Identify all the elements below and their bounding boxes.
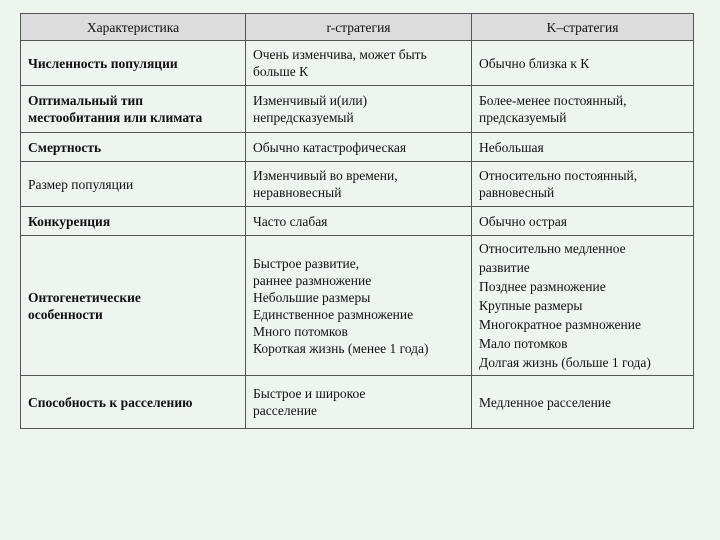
cell-line: Короткая жизнь (менее 1 года) [253,340,429,356]
cell-line: развитие [479,260,530,275]
row-characteristic [21,207,246,236]
cell-line: Быстрое и широкое [253,386,366,401]
cell-line: Медленное расселение [479,394,612,410]
table-row [21,376,694,429]
row-characteristic [21,376,246,429]
cell-line: Конкуренция [28,213,111,229]
row-characteristic [21,133,246,162]
table-row [21,41,694,86]
row-characteristic [21,41,246,86]
header-characteristic: Характеристика [21,14,246,41]
table-row [21,86,694,133]
header-k-strategy: K–стратегия [472,14,694,41]
row-r-value [246,86,472,133]
row-r-value [246,376,472,429]
cell-line: Относительно постоянный, [479,168,638,183]
cell-line: Небольшая [479,139,544,155]
table-row [21,133,694,162]
cell-line: Небольшие размеры [253,289,371,305]
table-row [21,162,694,207]
cell-line: Оптимальный тип [28,93,144,108]
cell-line: Смертность [28,139,102,155]
row-k-value [472,236,694,376]
row-k-value [472,207,694,236]
row-k-value [472,41,694,86]
strategy-comparison-table [20,13,694,429]
row-k-value [472,376,694,429]
cell-line: Обычно близка к К [479,55,590,71]
cell-line: особенности [28,306,103,322]
row-characteristic [21,162,246,207]
cell-line: Изменчивый и(или) [253,93,368,108]
row-k-value [472,133,694,162]
row-characteristic [21,86,246,133]
cell-line: Позднее размножение [479,279,606,294]
cell-line: Способность к расселению [28,394,193,410]
cell-line: Много потомков [253,323,348,339]
cell-line: непредсказуемый [253,110,354,125]
cell-line: раннее размножение [253,272,372,288]
table-row [21,236,694,376]
row-r-value [246,236,472,376]
cell-line: Единственное размножение [253,306,414,322]
cell-line: местообитания или климата [28,110,203,125]
row-r-value [246,133,472,162]
cell-line: неравновесный [253,185,342,200]
header-row [21,14,694,41]
cell-line: Онтогенетические [28,289,141,305]
cell-line: Быстрое развитие, [253,255,360,271]
cell-line: Изменчивый во времени, [253,168,398,183]
cell-line: больше К [253,64,309,79]
row-k-value [472,162,694,207]
table-row [21,207,694,236]
cell-line: предсказуемый [479,110,567,125]
cell-line: равновесный [479,185,555,200]
cell-line: Мало потомков [479,336,568,351]
cell-line: Численность популяции [28,55,178,71]
cell-line: Долгая жизнь (больше 1 года) [479,355,651,370]
cell-line: расселение [253,403,318,418]
cell-line: Очень изменчива, может быть [253,47,427,62]
cell-line: Размер популяции [28,176,134,192]
cell-line: Часто слабая [253,213,328,229]
cell-line: Более-менее постоянный, [479,93,627,108]
row-k-value [472,86,694,133]
row-r-value [246,41,472,86]
cell-line: Обычно острая [479,213,567,229]
row-characteristic [21,236,246,376]
header-r-strategy: r-стратегия [246,14,472,41]
row-r-value [246,207,472,236]
cell-line: Относительно медленное [479,241,626,256]
cell-line: Крупные размеры [479,298,583,313]
cell-line: Многократное размножение [479,317,641,332]
cell-line: Обычно катастрофическая [253,139,407,155]
row-r-value [246,162,472,207]
